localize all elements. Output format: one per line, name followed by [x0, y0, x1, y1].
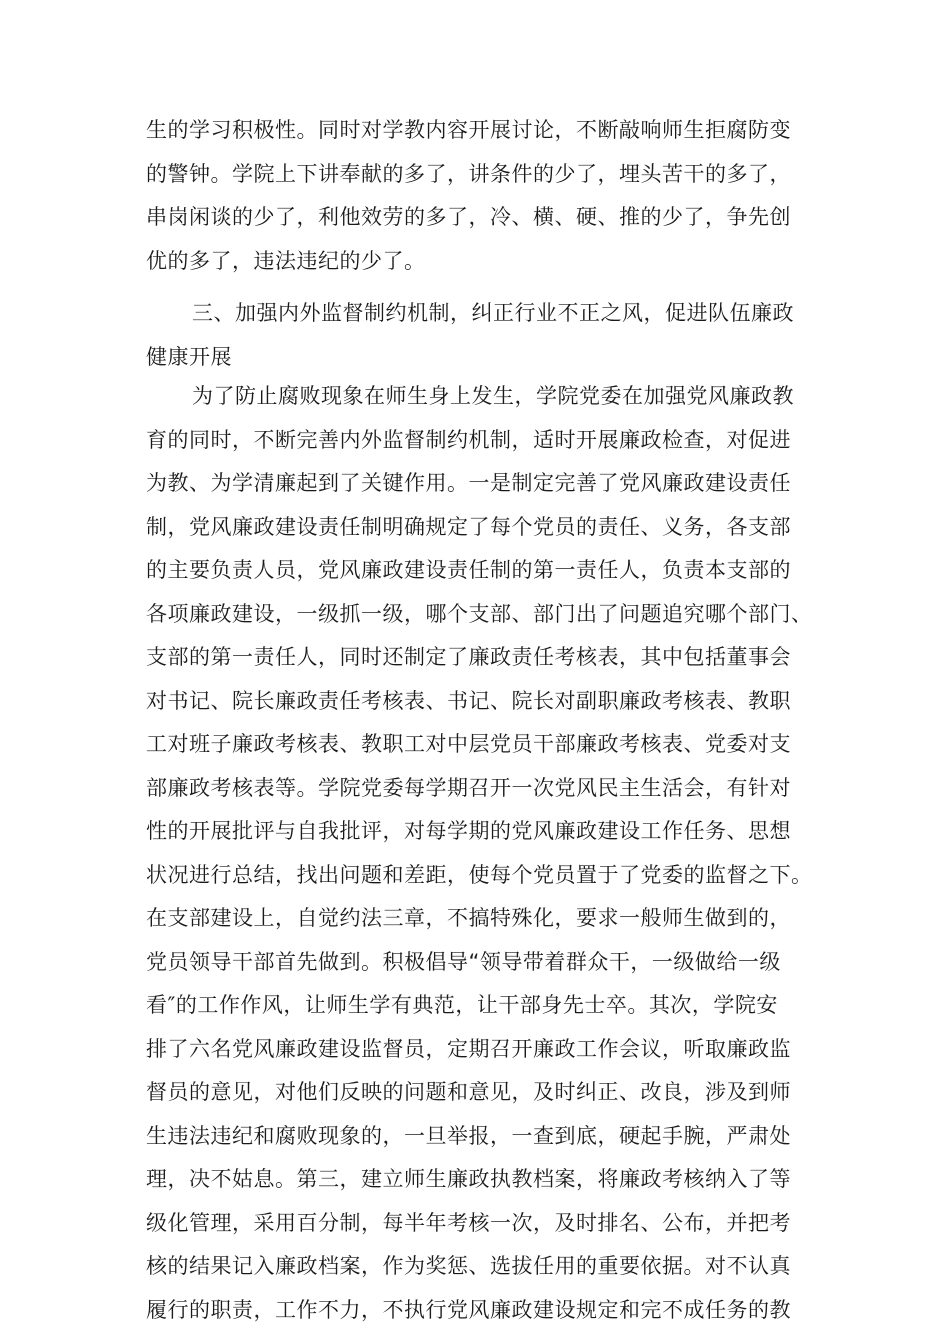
- text-line: 看″的工作作风，让师生学有典范，让干部身先士卒。其次，学院安: [146, 993, 778, 1017]
- text-line: 核的结果记入廉政档案，作为奖惩、选拔任用的重要依据。对不认真: [146, 1254, 791, 1278]
- text-line: 为了防止腐败现象在师生身上发生，学院党委在加强党风廉政教: [192, 384, 794, 408]
- text-line: 状况进行总结，找出问题和差距，使每个党员置于了党委的监督之下。: [146, 862, 813, 887]
- text-line: 排了六名党风廉政建设监督员，定期召开廉政工作会议，听取廉政监: [146, 1036, 791, 1061]
- text-line: 级化管理，采用百分制，每半年考核一次，及时排名、公布，并把考: [146, 1210, 791, 1235]
- text-line: 理，决不姑息。第三，建立师生廉政执教档案，将廉政考核纳入了等: [146, 1167, 791, 1191]
- section-heading: [146, 292, 806, 379]
- text-line: 党员领导干部首先做到。积极倡导“领导带着群众干，一级做给一级: [146, 949, 781, 974]
- text-line: 支部的第一责任人，同时还制定了廉政责任考核表，其中包括董事会: [146, 645, 791, 669]
- text-line: 生的学习积极性。同时对学教内容开展讨论，不断敲响师生拒腐防变: [146, 118, 791, 142]
- text-line: 制，党风廉政建设责任制明确规定了每个党员的责任、义务，各支部: [146, 514, 791, 539]
- text-line: 在支部建设上，自觉约法三章，不搞特殊化，要求一般师生做到的，: [146, 906, 791, 930]
- heading-line: 健康开展: [146, 344, 232, 369]
- text-line: 各项廉政建设，一级抓一级，哪个支部、部门出了问题追究哪个部门、: [146, 601, 813, 626]
- text-line: 的主要负责人员，党风廉政建设责任制的第一责任人，负责本支部的: [146, 558, 791, 582]
- text-line: 督员的意见，对他们反映的问题和意见，及时纠正、改良，涉及到师: [146, 1080, 791, 1104]
- text-line: 性的开展批评与自我批评，对每学期的党风廉政建设工作任务、思想: [146, 819, 791, 843]
- text-line: 生违法违纪和腐败现象的，一旦举报，一查到底，硬起手腕，严肃处: [146, 1123, 791, 1148]
- text-line: 工对班子廉政考核表、教职工对中层党员干部廉政考核表、党委对支: [146, 732, 791, 756]
- paragraph-2: [146, 375, 813, 1332]
- text-line: 为教、为学清廉起到了关键作用。一是制定完善了党风廉政建设责任: [146, 471, 791, 495]
- text-line: 串岗闲谈的少了，利他效劳的多了，冷、横、硬、推的少了，争先创: [146, 205, 791, 229]
- text-line: 的警钟。学院上下讲奉献的多了，讲条件的少了，埋头苦干的多了，: [146, 161, 791, 186]
- heading-line: 三、加强内外监督制约机制，纠正行业不正之风，促进队伍廉政: [192, 301, 794, 325]
- text-line: 优的多了，违法违纪的少了。: [146, 248, 426, 273]
- text-line: 部廉政考核表等。学院党委每学期召开一次党风民主生活会，有针对: [146, 775, 791, 800]
- paragraph-1: [146, 109, 806, 283]
- text-line: 对书记、院长廉政责任考核表、书记、院长对副职廉政考核表、教职: [146, 688, 791, 713]
- text-line: 履行的职责，工作不力，不执行党风廉政建设规定和完不成任务的教: [146, 1297, 791, 1322]
- text-line: 育的同时，不断完善内外监督制约机制，适时开展廉政检查，对促进: [146, 427, 791, 452]
